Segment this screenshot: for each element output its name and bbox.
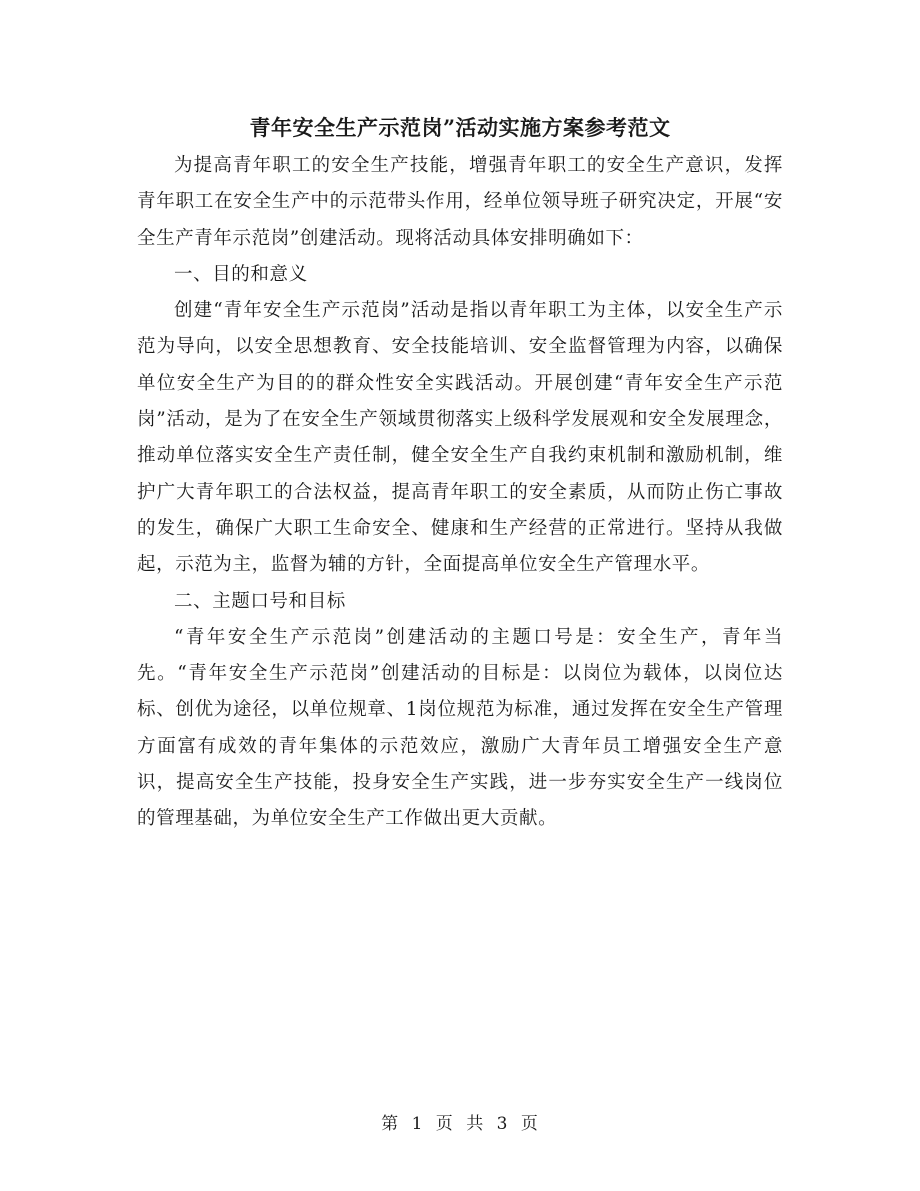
paragraph-intro: 为提高青年职工的安全生产技能，增强青年职工的安全生产意识，发挥青年职工在安全生产中的示范带头作用，经单位领导班子研究决定，开展“安全生产青年示范岗”创建活动。现将活动具体安排明确如下：	[137, 155, 783, 249]
section-heading-purpose: 一、目的和意义	[174, 263, 308, 285]
page-indicator: 第 1 页 共 3 页	[381, 1114, 539, 1134]
document-body	[137, 148, 783, 838]
paragraph-purpose: 创建“青年安全生产示范岗”活动是指以青年职工为主体，以安全生产示范为导向，以安全思想教育、安全技能培训、安全监督管理为内容，以确保单位安全生产为目的的群众性安全实践活动。开展创建“青年安全生产示范岗”活动，是为了在安全生产领域贯彻落实上级科学发展观和安全发展理念，推动单位落实安全生产责任制，健全安全生产自我约束机制和激励机制，维护广大青年职工的合法权益，提高青年职工的安全素质，从而防止伤亡事故的发生，确保广大职工生命安全、健康和生产经营的正常进行。坚持从我做起，示范为主，监督为辅的方针，全面提高单位安全生产管理水平。	[137, 300, 783, 576]
document-title: 青年安全生产示范岗”活动实施方案参考范文	[249, 115, 671, 140]
paragraph-theme: “青年安全生产示范岗”创建活动的主题口号是：安全生产，青年当先。“青年安全生产示范岗”创建活动的目标是：以岗位为载体，以岗位达标、创优为途径，以单位规章、1岗位规范为标准，通过发挥在安全生产管理方面富有成效的青年集体的示范效应，激励广大青年员工增强安全生产意识，提高安全生产技能，投身安全生产实践，进一步夯实安全生产一线岗位的管理基础，为单位安全生产工作做出更大贡献。	[137, 626, 783, 830]
section-heading-theme: 二、主题口号和目标	[174, 590, 346, 612]
